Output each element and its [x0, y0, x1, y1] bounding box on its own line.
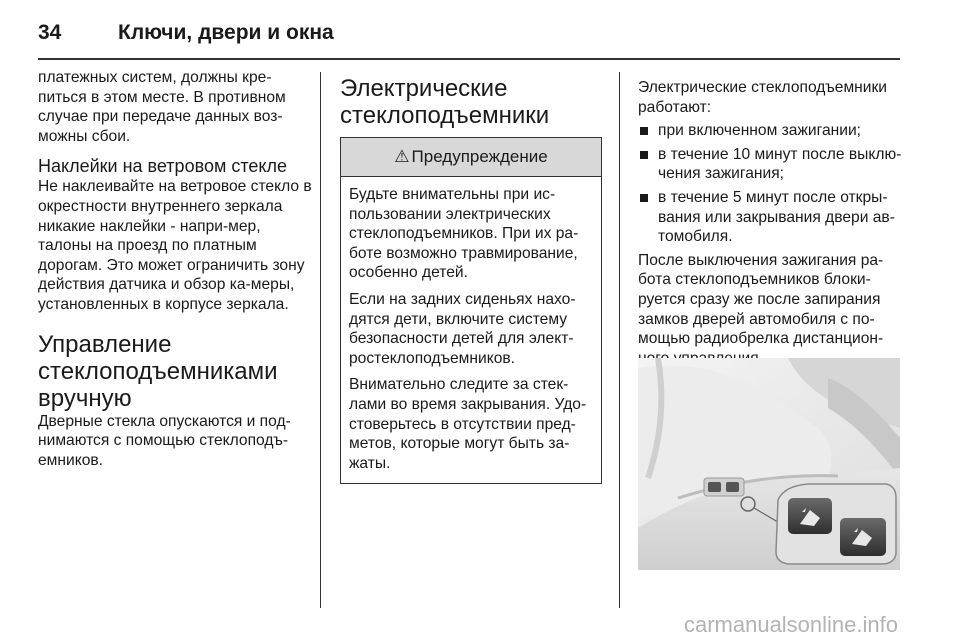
bullet-list	[638, 121, 906, 247]
door-panel-illustration	[638, 358, 900, 570]
page-number: 34	[38, 21, 62, 44]
section-heading: Наклейки на ветровом стекле	[38, 156, 287, 177]
warning-body	[341, 177, 601, 483]
square-bullet-icon	[640, 194, 648, 202]
section-heading: Управление стеклоподъемниками вручную	[38, 330, 278, 412]
warning-title: Предупреждение	[411, 147, 548, 166]
watermark: carmanualsonline.info	[683, 612, 898, 637]
column-right	[638, 62, 906, 368]
header-rule	[38, 58, 900, 60]
column-divider	[619, 72, 620, 608]
column-divider	[320, 72, 321, 608]
warning-triangle-icon: ⚠	[394, 147, 410, 166]
warning-paragraph: Будьте внимательны при ис-пользовании электрических стеклоподъемников. При их ра-боте возможно травмирование, особенно детей.	[349, 186, 579, 282]
list-item	[638, 188, 906, 247]
paragraph: Дверные стекла опускаются и под-нимаются с помощью стеклоподъ-емников.	[38, 412, 291, 469]
page-header	[38, 16, 334, 50]
column-middle	[340, 62, 602, 484]
paragraph: Не наклеивайте на ветровое стекло в окрестности внутреннего зеркала никакие наклейки - напри-мер, талоны на проезд по платным дорогам. Это может ограничить зону действия датчика и обзор ка-меры, установленных в корпусе зеркала.	[38, 178, 312, 313]
section-heading: Электрические стеклоподъемники	[340, 75, 550, 129]
warning-header	[341, 138, 601, 177]
page-title: Ключи, двери и окна	[118, 21, 334, 44]
warning-paragraph: Внимательно следите за стек-лами во время закрывания. Удо-стоверьтесь в отсутствии пред-метов, которые могут быть за-жаты.	[349, 376, 587, 472]
paragraph: платежных систем, должны кре-питься в этом месте. В противном случае при передаче данных воз-можны сбои.	[38, 69, 286, 145]
list-item	[638, 121, 906, 141]
square-bullet-icon	[640, 127, 648, 135]
list-item-text: в течение 10 минут после выклю-чения зажигания;	[658, 145, 902, 183]
list-item	[638, 145, 906, 184]
list-item-text: при включенном зажигании;	[658, 122, 861, 140]
square-bullet-icon	[640, 151, 648, 159]
paragraph: Электрические стеклоподъемники работают:	[638, 79, 888, 116]
warning-box	[340, 137, 602, 484]
warning-paragraph: Если на задних сиденьях нахо-дятся дети, включите систему безопасности детей для элект-ростеклоподъемников.	[349, 290, 576, 367]
paragraph: После выключения зажигания ра-бота стеклоподъемников блоки-руется сразу же после запирания замков дверей автомобиля с по-мощью радиобрелка дистанцион-	[638, 251, 884, 348]
column-left	[38, 62, 313, 470]
window-switch-photo	[638, 358, 900, 570]
list-item-text: в течение 5 минут после откры-вания или закрывания двери ав-томобиля.	[658, 188, 895, 246]
